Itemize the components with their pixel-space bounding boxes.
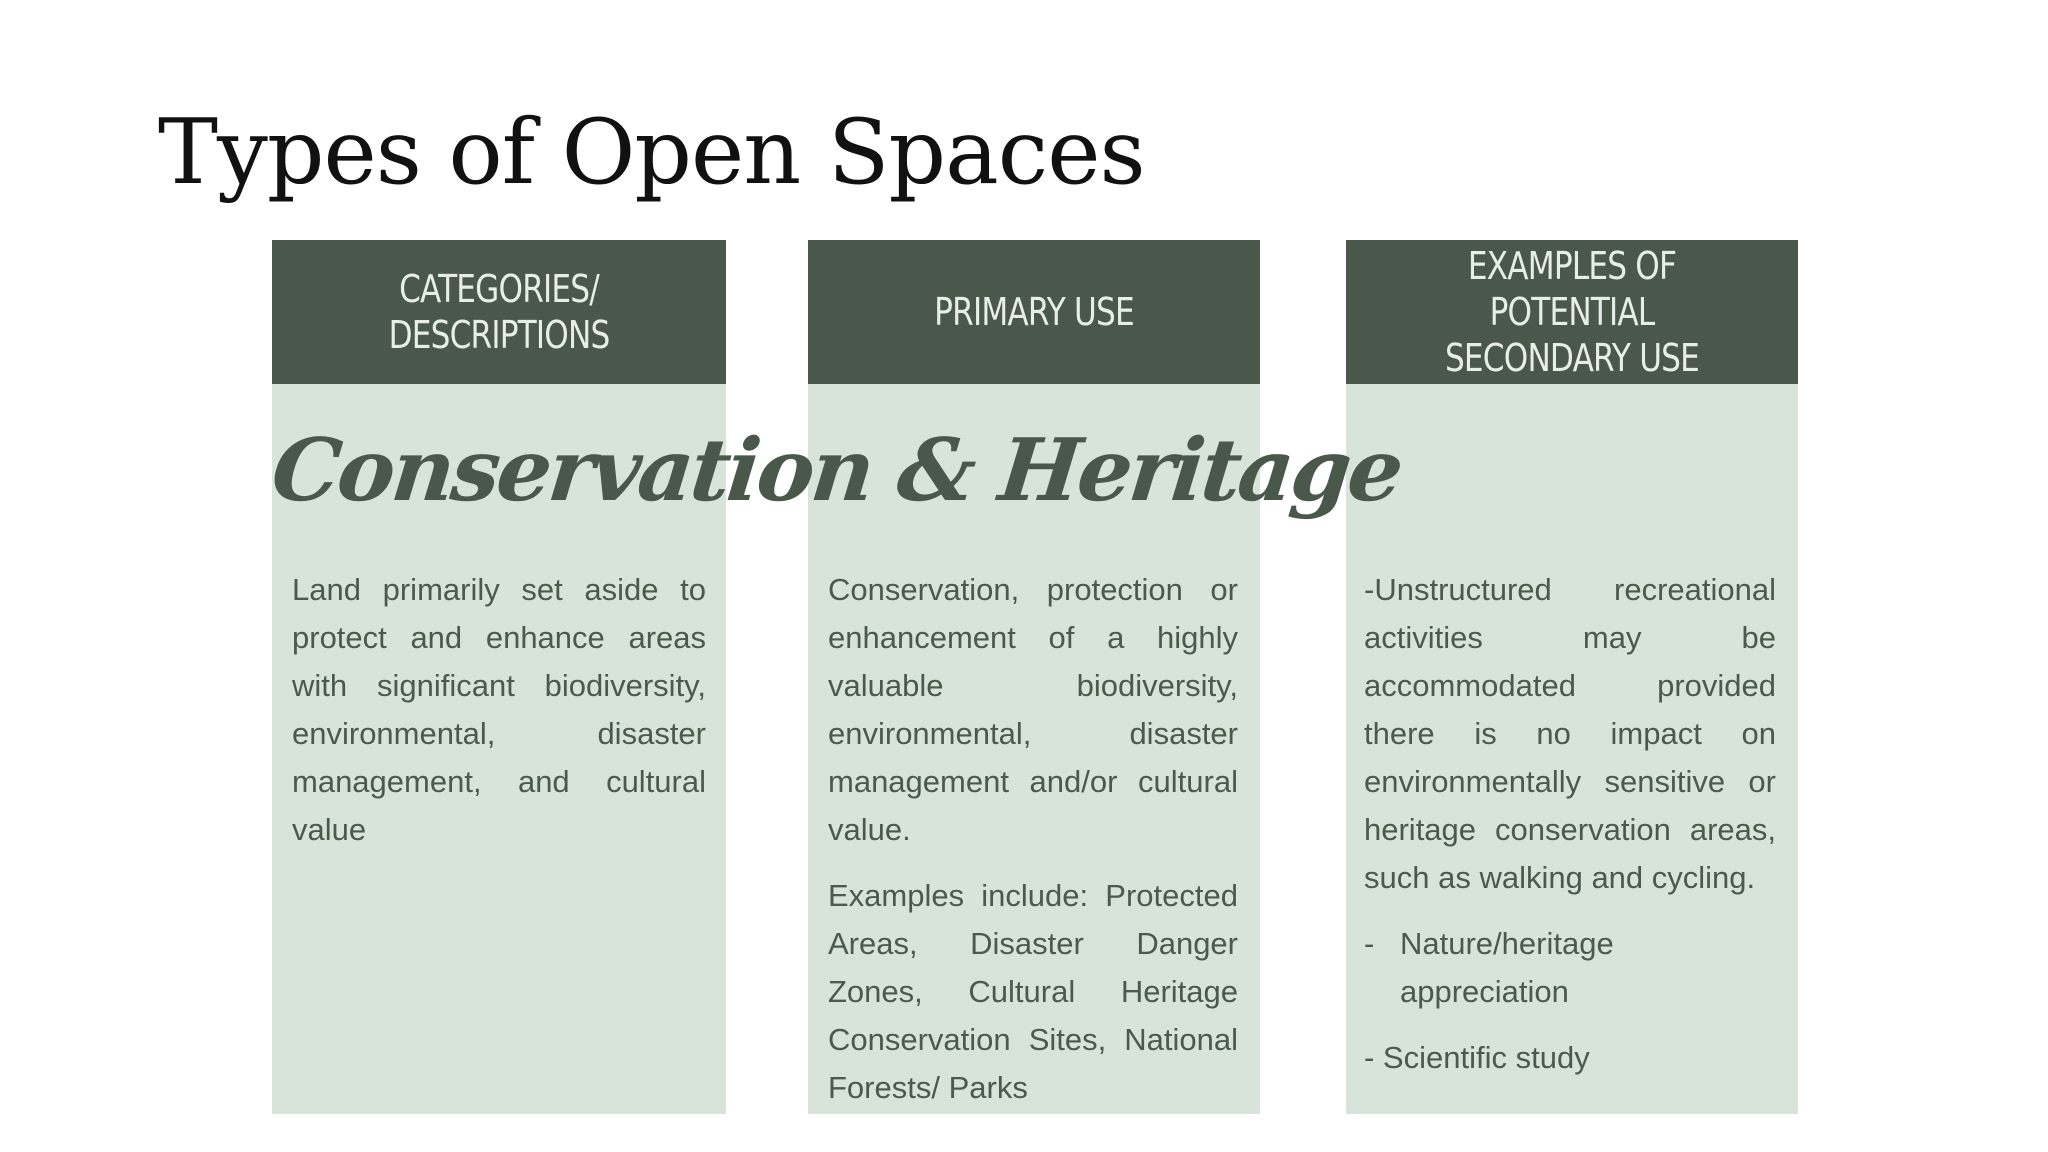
primary-use-description [828, 566, 1238, 1130]
secondary-use-description [1364, 566, 1776, 1100]
bullet-dash: - [1364, 926, 1375, 961]
slide-title: Types of Open Spaces [158, 100, 1145, 205]
column-categories [272, 240, 726, 1114]
primary-use-examples: Examples include: Protected Areas, Disaster Danger Zones, Cultural Heritage Conservation Sites, National Forests/ Parks [828, 878, 1238, 1105]
primary-use-paragraph: Conservation, protection or enhancement of a highly valuable biodiversity, environmental, disaster management and/or cultural value. [828, 572, 1238, 847]
column-header-label: CATEGORIES/ DESCRIPTIONS [388, 267, 610, 357]
secondary-use-paragraph: -Unstructured recreational activities may be accommodated provided there is no impact on environmentally sensitive or heritage conservation areas, such as walking and cycling. [1364, 572, 1776, 895]
column-header-label: EXAMPLES OF POTENTIAL SECONDARY USE [1444, 244, 1700, 380]
column-header-label: PRIMARY USE [934, 290, 1134, 334]
column-header-secondary-use [1346, 240, 1798, 384]
bullet-text: Nature/heritage appreciation [1400, 926, 1614, 1009]
categories-description [292, 566, 706, 872]
column-header-primary-use [808, 240, 1260, 384]
secondary-use-scientific: - Scientific study [1364, 1040, 1590, 1075]
column-primary-use [808, 240, 1260, 1114]
column-header-categories [272, 240, 726, 384]
secondary-use-bullet [1364, 920, 1776, 1016]
description-paragraph: Land primarily set aside to protect and enhance areas with significant biodiversity, environmental, disaster management, and cultural value [292, 572, 706, 847]
category-label: Conservation & Heritage [267, 420, 1406, 521]
column-secondary-use [1346, 240, 1798, 1114]
